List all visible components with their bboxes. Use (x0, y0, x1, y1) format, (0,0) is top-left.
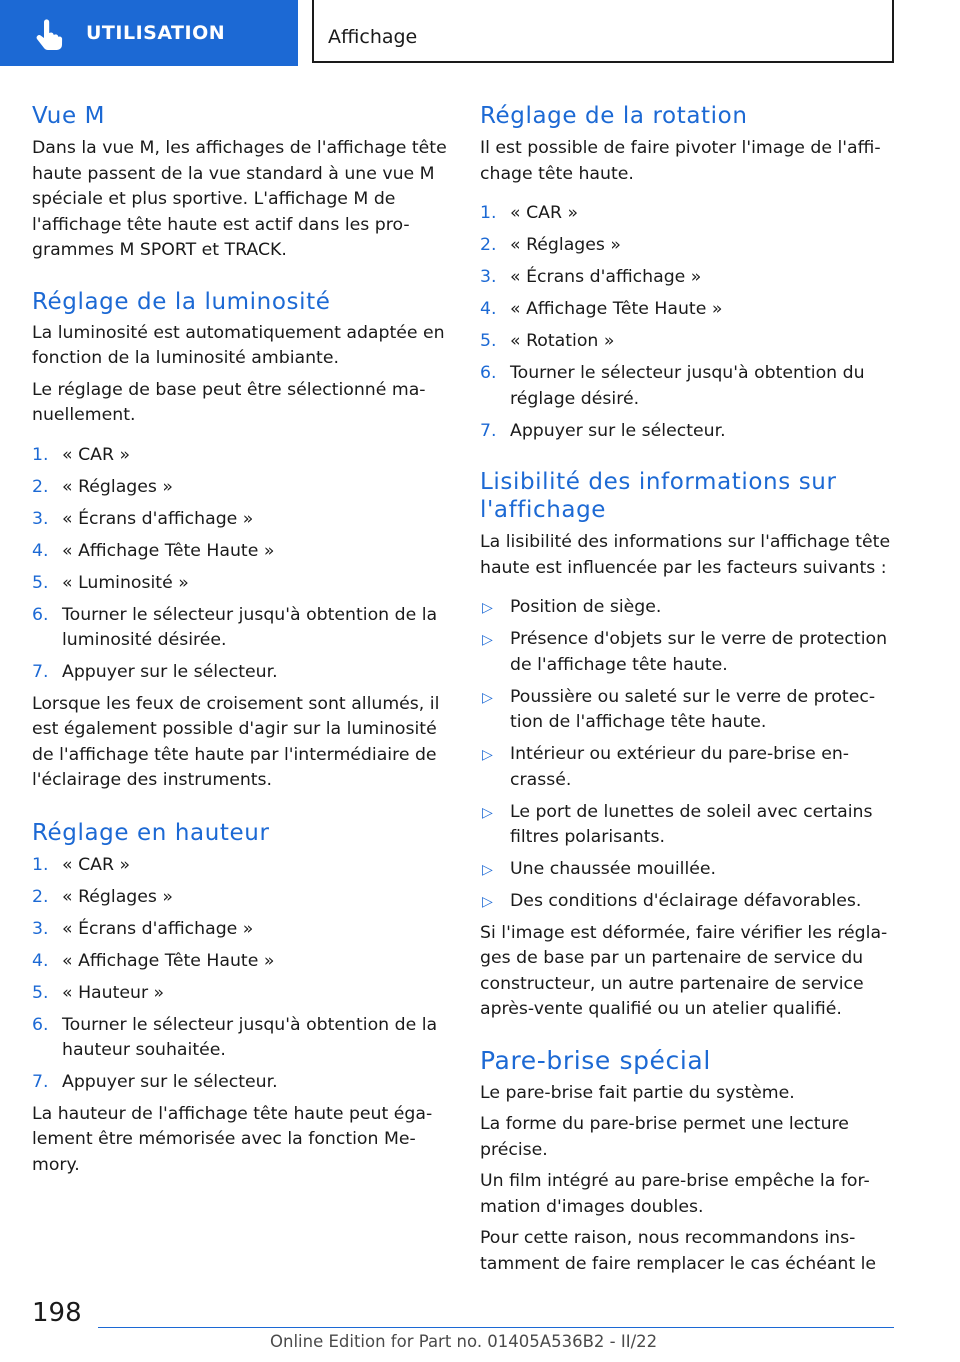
list-item (480, 742, 898, 793)
paragraph: Dans la vue M, les affichages de l'affichage tête haute passent de la vue standard à une vue M spéciale et plus sportive. L'affichage M de l'affichage tête haute est actif dans les pro-grammes M SPORT et TRACK. (32, 138, 447, 260)
list-item (32, 853, 448, 879)
heading-lisibilite: Lisibilité des informations sur l'affichage (480, 469, 837, 523)
step-text: Tourner le sélecteur jusqu'à obtention de la hauteur souhaitée. (62, 1014, 438, 1060)
bullet-text: Position de siège. (510, 597, 662, 617)
list-item (32, 949, 448, 975)
step-number: 6. (32, 1014, 49, 1035)
paragraph: La luminosité est automatiquement adaptée en fonction de la luminosité ambiante. (32, 322, 445, 368)
paragraph: Pour cette raison, nous recommandons ins-tamment de faire remplacer le cas échéant le (480, 1228, 877, 1274)
step-number: 1. (480, 203, 497, 223)
steps-list-rotation (480, 201, 898, 444)
steps-list-luminosite (32, 443, 448, 686)
list-item (32, 507, 448, 533)
paragraph: Il est possible de faire pivoter l'image de l'affi-chage tête haute. (480, 138, 881, 184)
step-text: « Réglages » (510, 235, 621, 255)
paragraph: Le pare-brise fait partie du système. (480, 1082, 795, 1103)
list-item (32, 443, 448, 469)
list-item (32, 885, 448, 911)
page-header (0, 0, 960, 66)
step-text: « Rotation » (510, 331, 615, 351)
step-number: 7. (480, 420, 497, 441)
step-text: « Luminosité » (62, 572, 189, 593)
triangle-bullet-icon: ▷ (482, 747, 493, 763)
hand-pointer-icon (32, 18, 66, 52)
step-text: « CAR » (62, 854, 131, 875)
paragraph: Lorsque les feux de croisement sont allumés, il est également possible d'agir sur la luminosité de l'affichage tête haute par l'intermédiaire de l'éclairage des instruments. (32, 693, 440, 790)
step-number: 3. (480, 267, 497, 287)
list-item (32, 475, 448, 501)
step-text: Tourner le sélecteur jusqu'à obtention de la luminosité désirée. (62, 604, 438, 650)
heading-pare-brise: Pare-brise spécial (480, 1045, 711, 1075)
step-number: 4. (480, 299, 497, 319)
step-text: « Réglages » (62, 476, 173, 497)
list-item (32, 571, 448, 597)
factors-list (480, 595, 898, 915)
step-text: Appuyer sur le sélecteur. (62, 1072, 278, 1092)
triangle-bullet-icon: ▷ (482, 804, 493, 821)
triangle-bullet-icon: ▷ (482, 600, 493, 616)
step-number: 5. (32, 572, 49, 593)
step-number: 3. (32, 918, 49, 939)
section-label: UTILISATION (86, 22, 226, 44)
list-item (32, 1013, 448, 1064)
list-item (480, 685, 898, 736)
list-item (480, 265, 898, 291)
heading-vue-m: Vue M (32, 103, 106, 129)
list-item (480, 329, 898, 355)
step-number: 2. (480, 235, 497, 255)
paragraph: Le réglage de base peut être sélectionné ma-nuellement. (32, 379, 426, 425)
section-tab[interactable] (0, 0, 298, 66)
list-item (480, 419, 898, 445)
step-text: « CAR » (62, 444, 131, 465)
step-number: 2. (32, 886, 49, 907)
step-number: 1. (32, 854, 49, 875)
bullet-text: Présence d'objets sur le verre de protection de l'affichage tête haute. (510, 629, 888, 675)
edition-note: Online Edition for Part no. 01405A536B2 - II/22 (270, 1332, 658, 1351)
step-number: 5. (480, 331, 497, 351)
list-item (480, 595, 898, 621)
list-item (32, 603, 448, 654)
breadcrumb-label: Affichage (328, 26, 418, 48)
heading-rotation: Réglage de la rotation (480, 103, 748, 129)
step-number: 6. (480, 363, 497, 383)
list-item (32, 1070, 448, 1096)
triangle-bullet-icon: ▷ (482, 862, 493, 878)
list-item (32, 539, 448, 565)
step-text: « Affichage Tête Haute » (62, 950, 275, 971)
step-text: Tourner le sélecteur jusqu'à obtention du réglage désiré. (510, 363, 865, 409)
step-text: « CAR » (510, 203, 579, 223)
bullet-text: Le port de lunettes de soleil avec certains filtres polarisants. (510, 801, 873, 847)
step-text: Appuyer sur le sélecteur. (62, 662, 278, 682)
step-number: 6. (32, 604, 49, 625)
step-text: « Affichage Tête Haute » (510, 299, 723, 319)
paragraph: La forme du pare-brise permet une lecture précise. (480, 1114, 849, 1160)
step-number: 2. (32, 476, 49, 497)
step-text: « Écrans d'affichage » (510, 267, 702, 287)
steps-list-hauteur (32, 853, 448, 1096)
heading-hauteur: Réglage en hauteur (32, 819, 270, 846)
footer-divider (98, 1327, 894, 1328)
triangle-bullet-icon: ▷ (482, 894, 493, 910)
step-text: « Écrans d'affichage » (62, 918, 254, 939)
bullet-text: Des conditions d'éclairage défavorables. (510, 891, 862, 911)
step-text: « Affichage Tête Haute » (62, 540, 275, 561)
step-number: 7. (32, 662, 49, 682)
list-item (480, 857, 898, 883)
bullet-text: Une chaussée mouillée. (510, 859, 717, 879)
list-item (480, 361, 898, 412)
heading-luminosite: Réglage de la luminosité (32, 288, 331, 315)
list-item (32, 660, 448, 686)
list-item (480, 800, 898, 851)
list-item (480, 889, 898, 915)
page-number: 198 (32, 1298, 82, 1328)
paragraph: La lisibilité des informations sur l'affichage tête haute est influencée par les facteurs suivants : (480, 532, 891, 578)
paragraph: Si l'image est déformée, faire vérifier les régla-ges de base par un partenaire de service du constructeur, un autre partenaire de service après-vente qualifié ou un atelier qualifié. (480, 922, 888, 1019)
step-text: « Réglages » (62, 886, 173, 907)
list-item (32, 981, 448, 1007)
bullet-text: Poussière ou saleté sur le verre de protec-tion de l'affichage tête haute. (510, 686, 876, 732)
list-item (32, 917, 448, 943)
breadcrumb (312, 0, 894, 63)
step-text: « Écrans d'affichage » (62, 508, 254, 529)
list-item (480, 297, 898, 323)
paragraph: La hauteur de l'affichage tête haute peut éga-lement être mémorisée avec la fonction Me-mory. (32, 1103, 433, 1175)
list-item (480, 201, 898, 227)
triangle-bullet-icon: ▷ (482, 632, 493, 648)
step-number: 1. (32, 444, 49, 465)
list-item (480, 233, 898, 259)
step-number: 4. (32, 950, 49, 971)
right-column (480, 100, 898, 1277)
step-number: 4. (32, 540, 49, 561)
step-number: 5. (32, 982, 49, 1003)
step-text: Appuyer sur le sélecteur. (510, 420, 726, 441)
step-number: 3. (32, 508, 49, 529)
bullet-text: Intérieur ou extérieur du pare-brise en-crassé. (510, 744, 850, 790)
triangle-bullet-icon: ▷ (482, 689, 493, 706)
step-text: « Hauteur » (62, 982, 165, 1003)
left-column (32, 100, 448, 1178)
step-number: 7. (32, 1072, 49, 1092)
list-item (480, 627, 898, 678)
paragraph: Un film intégré au pare-brise empêche la for-mation d'images doubles. (480, 1171, 870, 1217)
